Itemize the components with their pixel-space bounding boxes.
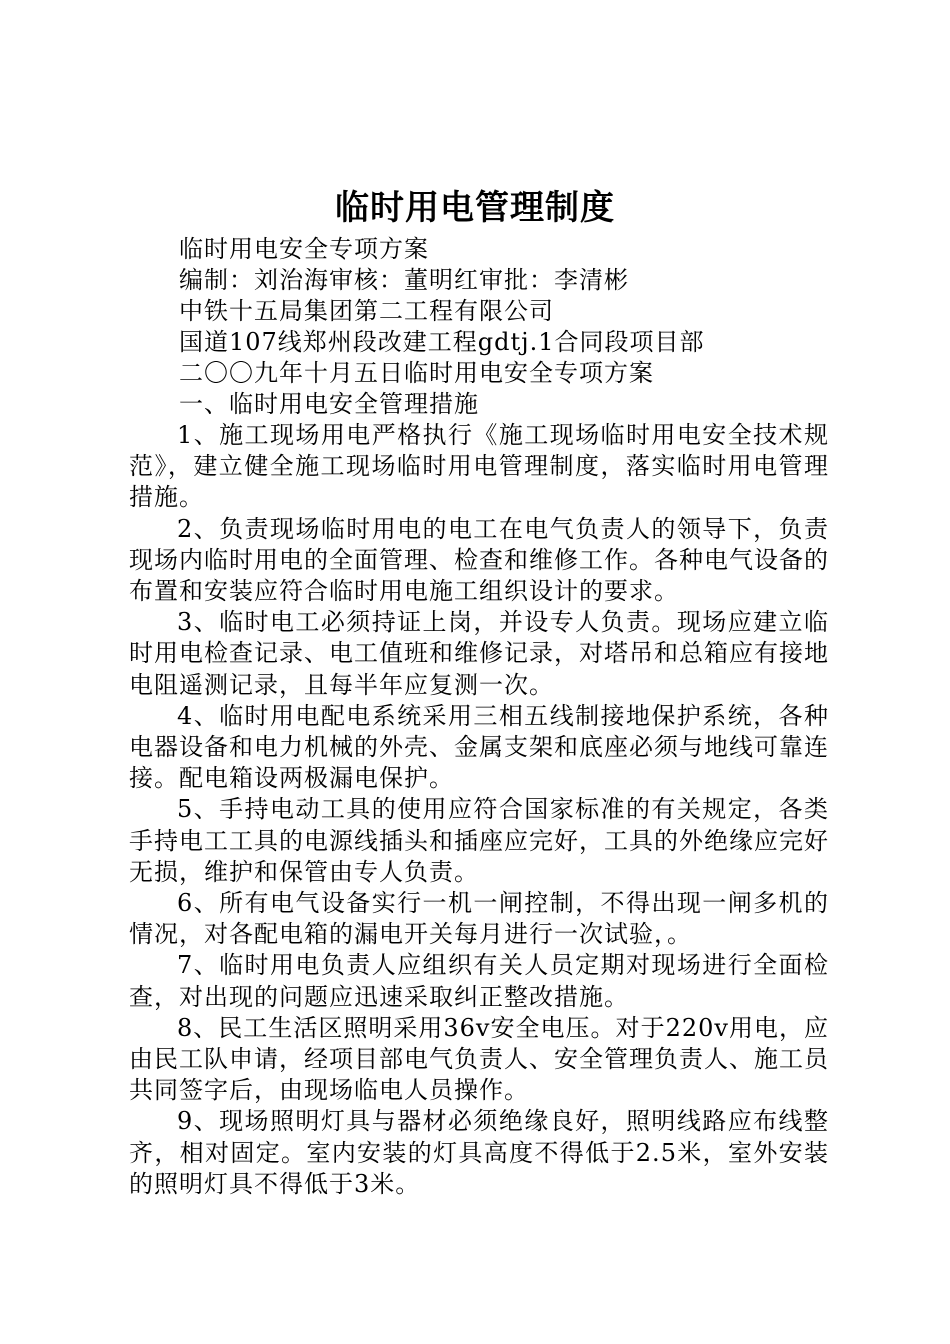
company-line: 中铁十五局集团第二工程有限公司 [179,297,554,325]
document-title: 临时用电管理制度 [335,188,615,228]
project-line: 国道107线郑州段改建工程gdtj.1合同段项目部 [179,328,705,356]
section-heading: 一、临时用电安全管理措施 [179,390,479,418]
paragraph-5: 5、手持电动工具的使用应符合国家标准的有关规定，各类手持电工工具的电源线插头和插座应完好，工具的外绝缘应完好无损，维护和保管由专人负责。 [129,795,829,886]
paragraph-1: 1、施工现场用电严格执行《施工现场临时用电安全技术规范》，建立健全施工现场临时用电管理制度，落实临时用电管理措施。 [129,421,829,512]
paragraph-4: 4、临时用电配电系统采用三相五线制接地保护系统，各种电器设备和电力机械的外壳、金属支架和底座必须与地线可靠连接。配电箱设两极漏电保护。 [129,701,829,793]
document-body [129,420,829,1200]
document-header-block [179,234,839,420]
paragraph-8: 8、民工生活区照明采用36v安全电压。对于220v用电，应由民工队申请，经项目部电气负责人、安全管理负责人、施工员共同签字后，由现场临电人员操作。 [129,1013,829,1105]
paragraph-2: 2、负责现场临时用电的电工在电气负责人的领导下，负责现场内临时用电的全面管理、检查和维修工作。各种电气设备的布置和安装应符合临时用电施工组织设计的要求。 [129,514,829,606]
paragraph-6: 6、所有电气设备实行一机一闸控制，不得出现一闸多机的情况，对各配电箱的漏电开关每月进行一次试验，。 [129,889,829,949]
authors-line: 编制：刘治海审核：董明红审批：李清彬 [179,266,629,294]
paragraph-9: 9、现场照明灯具与器材必须绝缘良好，照明线路应布线整齐，相对固定。室内安装的灯具高度不得低于2.5米，室外安装的照明灯具不得低于3米。 [129,1107,829,1198]
paragraph-7: 7、临时用电负责人应组织有关人员定期对现场进行全面检查，对出现的问题应迅速采取纠正整改措施。 [129,951,829,1011]
date-line: 二〇〇九年十月五日临时用电安全专项方案 [179,359,654,387]
plan-name-line: 临时用电安全专项方案 [179,235,429,263]
paragraph-3: 3、临时电工必须持证上岗，并设专人负责。现场应建立临时用电检查记录、电工值班和维修记录，对塔吊和总箱应有接地电阻遥测记录，且每半年应复测一次。 [129,608,829,699]
